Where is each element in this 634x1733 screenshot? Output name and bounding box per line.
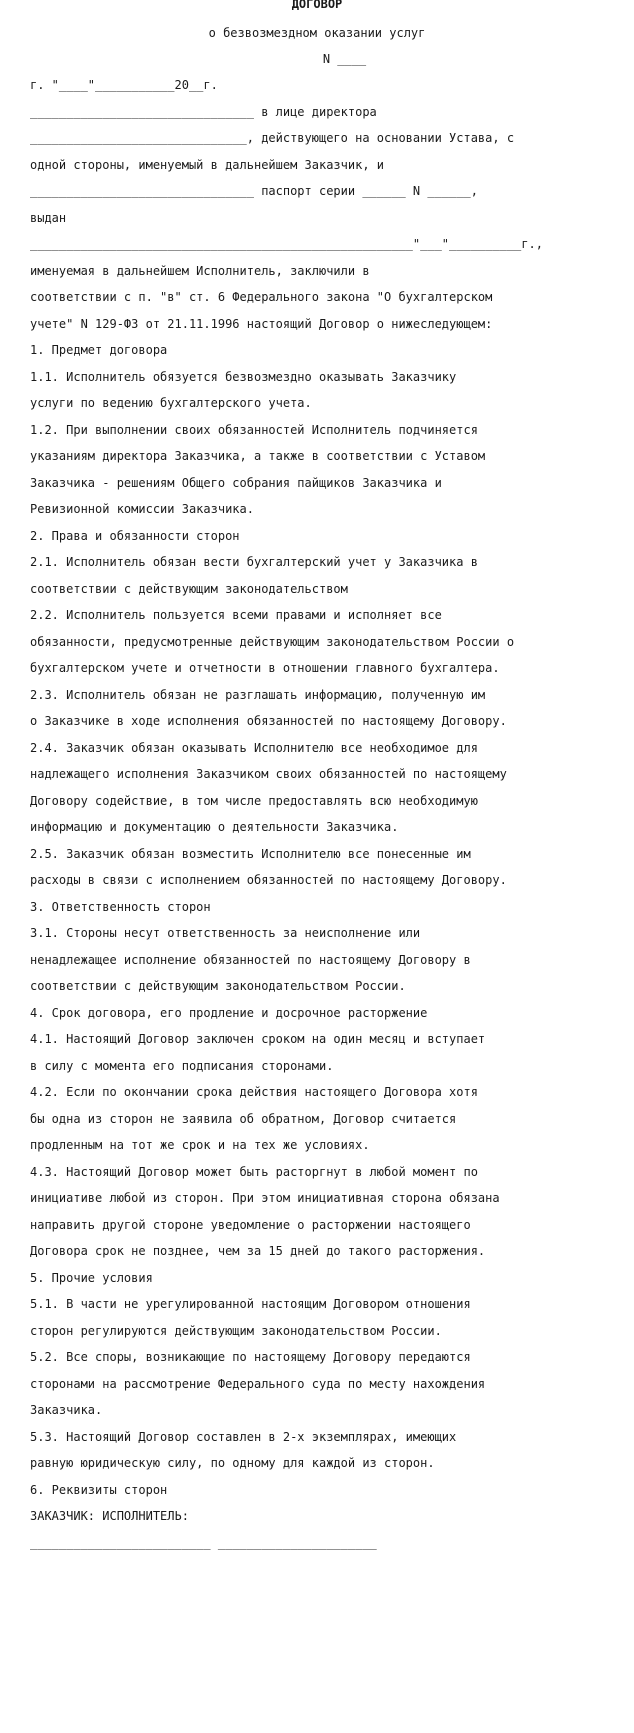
clause-line: указаниям директора Заказчика, а также в соответствии с Уставом (30, 449, 486, 463)
clause-line: соответствии с действующим законодательством России. (30, 979, 406, 993)
intro-line: _______________________________ паспорт серии ______ N ______, (30, 184, 478, 198)
clause-line: обязанности, предусмотренные действующим законодательством России о (30, 635, 515, 649)
intro-line: _____________________________________________________"___"__________г., (30, 237, 543, 251)
clause-line: надлежащего исполнения Заказчиком своих обязанностей по настоящему (30, 767, 507, 781)
clause-line: бухгалтерском учете и отчетности в отношении главного бухгалтера. (30, 661, 500, 675)
clause-line: 3.1. Стороны несут ответственность за неисполнение или (30, 926, 421, 940)
clause-line: Заказчика - решениям Общего собрания пайщиков Заказчика и (30, 476, 442, 490)
intro-line: соответствии с п. "в" ст. 6 Федерального закона "О бухгалтерском (30, 290, 493, 304)
section-heading: 5. Прочие условия (30, 1271, 153, 1285)
clause-line: 2.3. Исполнитель обязан не разглашать информацию, полученную им (30, 688, 486, 702)
signature-lines: _________________________ ______________________ (30, 1536, 377, 1550)
clause-line: услуги по ведению бухгалтерского учета. (30, 396, 312, 410)
clause-line: 5.3. Настоящий Договор составлен в 2-х экземплярах, имеющих (30, 1430, 457, 1444)
section-heading: 2. Права и обязанности сторон (30, 529, 240, 543)
clause-line: равную юридическую силу, по одному для каждой из сторон. (30, 1456, 435, 1470)
clause-line: 4.1. Настоящий Договор заключен сроком на один месяц и вступает (30, 1032, 486, 1046)
intro-line: выдан (30, 211, 67, 225)
clause-line: 4.2. Если по окончании срока действия настоящего Договора хотя (30, 1085, 478, 1099)
clause-line: в силу с момента его подписания сторонами. (30, 1059, 334, 1073)
clause-line: Заказчика. (30, 1403, 103, 1417)
clause-line: 1.1. Исполнитель обязуется безвозмездно оказывать Заказчику (30, 370, 457, 384)
clause-line: Договору содействие, в том числе предоставлять всю необходимую (30, 794, 478, 808)
clause-line: информацию и документацию о деятельности Заказчика. (30, 820, 399, 834)
clause-line: инициативе любой из сторон. При этом инициативная сторона обязана (30, 1191, 500, 1205)
intro-line: ______________________________, действующего на основании Устава, с (30, 131, 515, 145)
document-subtitle: о безвозмездном оказании услуг (208, 26, 426, 40)
intro-line: учете" N 129-ФЗ от 21.11.1996 настоящий Договор о нижеследующем: (30, 317, 493, 331)
document-number: N ____ (322, 52, 367, 66)
clause-line: направить другой стороне уведомление о расторжении настоящего (30, 1218, 471, 1232)
signatures-parties: ЗАКАЗЧИК: ИСПОЛНИТЕЛЬ: (30, 1509, 189, 1523)
clause-line: сторонами на рассмотрение Федерального суда по месту нахождения (30, 1377, 486, 1391)
clause-line: 2.2. Исполнитель пользуется всеми правами и исполняет все (30, 608, 442, 622)
clause-line: продленным на тот же срок и на тех же условиях. (30, 1138, 370, 1152)
document-title: ДОГОВОР (291, 0, 343, 11)
clause-line: 5.1. В части не урегулированной настоящим Договором отношения (30, 1297, 471, 1311)
clause-line: Ревизионной комиссии Заказчика. (30, 502, 254, 516)
intro-line: одной стороны, именуемый в дальнейшем Заказчик, и (30, 158, 385, 172)
clause-line: 2.5. Заказчик обязан возместить Исполнителю все понесенные им (30, 847, 471, 861)
clause-line: бы одна из сторон не заявила об обратном, Договор считается (30, 1112, 457, 1126)
clause-line: 5.2. Все споры, возникающие по настоящему Договору передаются (30, 1350, 471, 1364)
clause-line: ненадлежащее исполнение обязанностей по настоящему Договору в (30, 953, 471, 967)
intro-line: _______________________________ в лице директора (30, 105, 377, 119)
intro-line: г. "____"___________20__г. (30, 78, 218, 92)
clause-line: расходы в связи с исполнением обязанностей по настоящему Договору. (30, 873, 507, 887)
clause-line: 2.4. Заказчик обязан оказывать Исполнителю все необходимое для (30, 741, 478, 755)
section-heading: 1. Предмет договора (30, 343, 168, 357)
section-heading: 4. Срок договора, его продление и досрочное расторжение (30, 1006, 428, 1020)
clause-line: соответствии с действующим законодательством (30, 582, 348, 596)
clause-line: о Заказчике в ходе исполнения обязанностей по настоящему Договору. (30, 714, 507, 728)
clause-line: 2.1. Исполнитель обязан вести бухгалтерский учет у Заказчика в (30, 555, 478, 569)
clause-line: Договора срок не позднее, чем за 15 дней до такого расторжения. (30, 1244, 486, 1258)
section-heading: 3. Ответственность сторон (30, 900, 211, 914)
clause-line: 1.2. При выполнении своих обязанностей Исполнитель подчиняется (30, 423, 478, 437)
clause-line: 4.3. Настоящий Договор может быть расторгнут в любой момент по (30, 1165, 478, 1179)
clause-line: сторон регулируются действующим законодательством России. (30, 1324, 442, 1338)
section-heading: 6. Реквизиты сторон (30, 1483, 168, 1497)
intro-line: именуемая в дальнейшем Исполнитель, заключили в (30, 264, 370, 278)
